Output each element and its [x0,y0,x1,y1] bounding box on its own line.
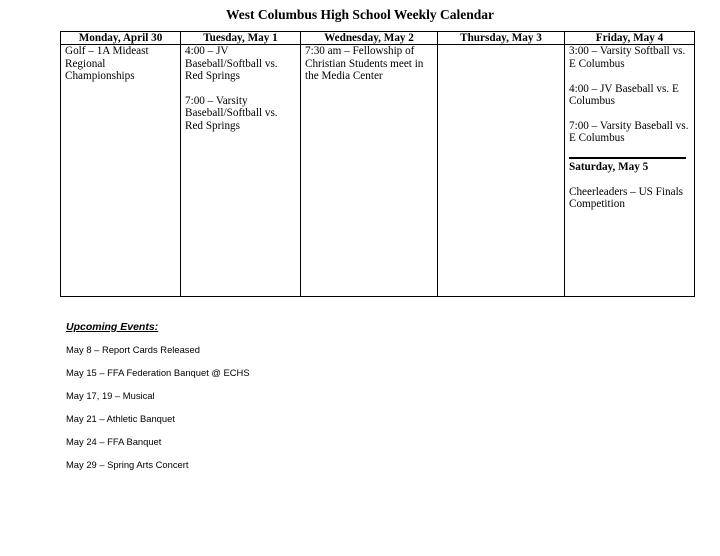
weekly-calendar-table [60,31,695,297]
calendar-title: West Columbus High School Weekly Calendar [226,7,494,22]
calendar-event: 4:00 – JV Baseball vs. E Columbus [569,82,679,108]
saturday-section [569,157,686,211]
day-cell-tuesday [181,45,301,297]
calendar-event: 7:30 am – Fellowship of Christian Students meet in the Media Center [305,45,424,83]
day-cell-thursday [438,45,565,297]
calendar-event: Golf – 1A Mideast Regional Championships [65,45,149,83]
day-header-tuesday: Tuesday, May 1 [181,32,301,45]
day-cell-wednesday [301,45,438,297]
upcoming-event-item: May 8 – Report Cards Released [66,344,200,355]
day-header-saturday: Saturday, May 5 [569,161,649,174]
calendar-events-row [61,45,695,297]
calendar-header-row [61,32,695,45]
upcoming-event-item: May 17, 19 – Musical [66,390,155,401]
calendar-event: 4:00 – JV Baseball/Softball vs. Red Springs [185,45,278,83]
upcoming-event-item: May 29 – Spring Arts Concert [66,459,189,470]
upcoming-event-item: May 15 – FFA Federation Banquet @ ECHS [66,367,250,378]
calendar-event: 3:00 – Varsity Softball vs. E Columbus [569,45,686,70]
day-header-friday: Friday, May 4 [565,32,695,45]
day-header-thursday: Thursday, May 3 [438,32,565,45]
day-cell-monday [61,45,181,297]
upcoming-event-item: May 21 – Athletic Banquet [66,413,175,424]
upcoming-events-heading: Upcoming Events: [66,321,159,333]
upcoming-events-section [66,321,250,482]
day-header-wednesday: Wednesday, May 2 [301,32,438,45]
day-header-monday: Monday, April 30 [61,32,181,45]
calendar-event: 7:00 – Varsity Baseball/Softball vs. Red Springs [185,95,278,132]
day-cell-friday [565,45,695,297]
calendar-event: 7:00 – Varsity Baseball vs. E Columbus [569,119,689,145]
upcoming-event-item: May 24 – FFA Banquet [66,436,162,447]
calendar-event: Cheerleaders – US Finals Competition [569,185,684,211]
